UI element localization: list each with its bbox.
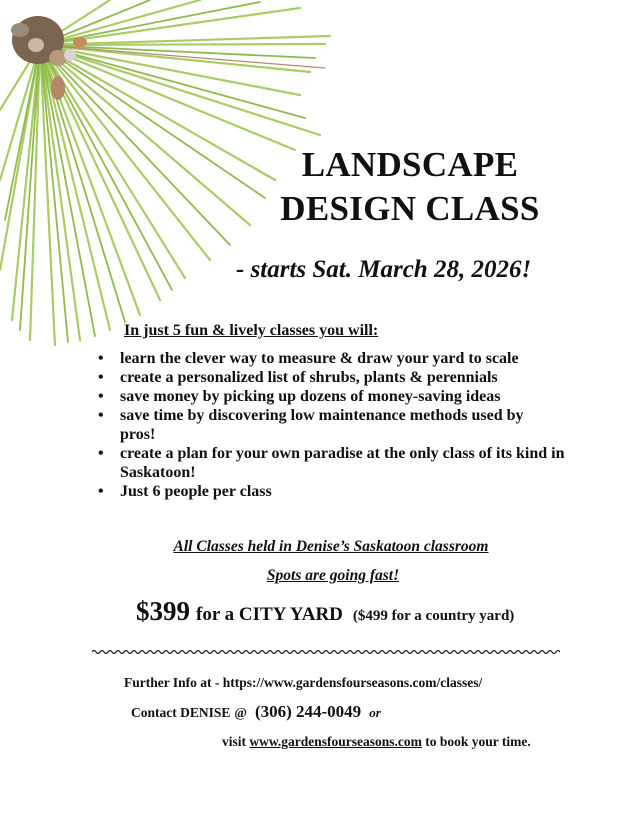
bullet-icon: • <box>98 407 104 424</box>
visit-suffix: to book your time. <box>425 734 531 749</box>
bullet-icon: • <box>98 388 104 405</box>
intro-heading: In just 5 fun & lively classes you will: <box>124 322 379 339</box>
city-label: for a CITY YARD <box>196 604 343 625</box>
bullet-icon: • <box>98 350 104 367</box>
visit-line <box>222 734 531 750</box>
city-price: $399 <box>136 596 190 626</box>
list-item: • Just 6 people per class <box>98 483 272 500</box>
page-title <box>240 143 580 231</box>
bullet-icon: • <box>98 369 104 386</box>
list-item: • save money by picking up dozens of money-saving ideas <box>98 388 501 405</box>
list-item: • save time by discovering low maintenance methods used by pros! <box>98 407 524 443</box>
contact-label: Contact DENISE <box>131 705 231 720</box>
title-line-1: LANDSCAPE <box>301 145 519 184</box>
at-symbol: @ <box>234 705 247 720</box>
wavy-divider <box>92 648 560 656</box>
country-price-note: ($499 for a country yard) <box>352 608 515 624</box>
visit-prefix: visit <box>222 734 247 749</box>
or-text: or <box>369 705 381 720</box>
urgency-note: Spots are going fast! <box>266 567 400 584</box>
contact-line <box>131 702 381 722</box>
phone-number: (306) 244-0049 <box>254 702 362 721</box>
start-date-subtitle: - starts Sat. March 28, 2026! <box>236 256 532 283</box>
website-link[interactable]: www.gardensfourseasons.com <box>249 734 422 749</box>
bullet-icon: • <box>98 483 104 500</box>
list-item: • create a personalized list of shrubs, plants & perennials <box>98 369 498 386</box>
bullet-icon: • <box>98 445 104 462</box>
pricing <box>136 596 514 627</box>
list-item: • learn the clever way to measure & draw your yard to scale <box>98 350 519 367</box>
further-info: Further Info at - https://www.gardensfourseasons.com/classes/ <box>124 675 483 690</box>
location-note: All Classes held in Denise’s Saskatoon classroom <box>173 538 489 555</box>
list-item: • create a plan for your own paradise at the only class of its kind in Saskatoon! <box>98 445 565 481</box>
benefits-list <box>96 349 586 501</box>
title-line-2: DESIGN CLASS <box>280 189 540 228</box>
